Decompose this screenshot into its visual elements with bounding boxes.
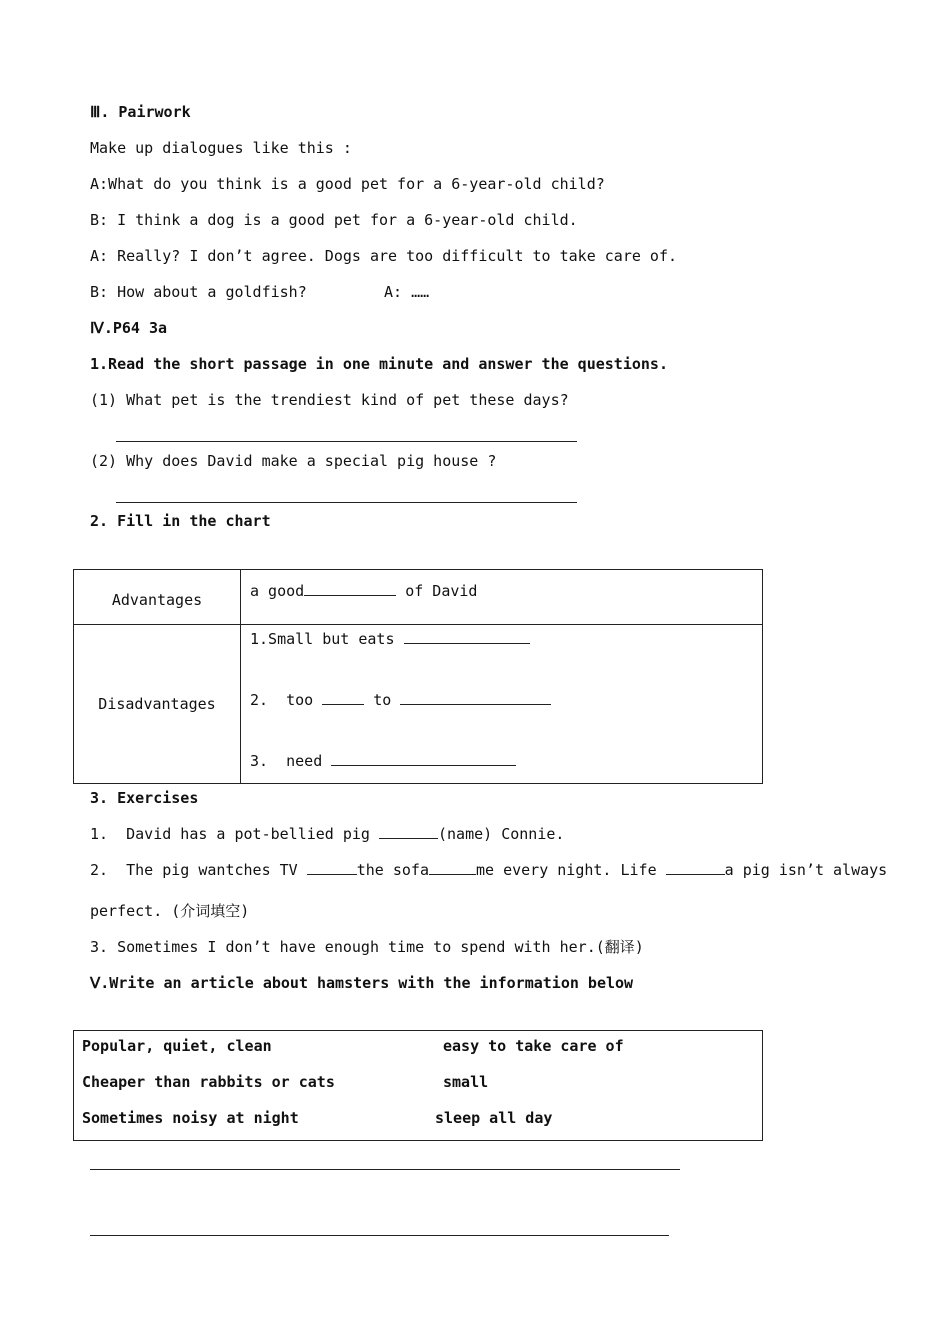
info-r1c1: Popular, quiet, clean xyxy=(82,1037,272,1055)
disadv-2-blank-b[interactable] xyxy=(400,691,551,705)
exercise-2-blank-2[interactable] xyxy=(429,861,476,875)
dialogue-line-1: A:What do you think is a good pet for a 6-year-old child? xyxy=(90,175,605,193)
section-3-intro: Make up dialogues like this : xyxy=(90,139,352,157)
exercise-2-continued: perfect. (介词填空) xyxy=(90,902,250,920)
chart-disadvantages-label-cell xyxy=(74,625,241,784)
chart-adv-prefix: a good xyxy=(250,582,305,600)
info-r3c2: sleep all day xyxy=(435,1109,553,1127)
chart-advantages-cell xyxy=(241,570,763,625)
disadv-2-blank-a[interactable] xyxy=(322,691,364,705)
chart-disadvantages-cell xyxy=(241,625,763,784)
section-3-heading: Ⅲ. Pairwork xyxy=(90,103,191,121)
answer-line-2[interactable] xyxy=(116,502,577,503)
chart-advantages-label-cell xyxy=(74,570,241,625)
dialogue-line-4-a: A: …… xyxy=(384,283,430,301)
info-r2c2: small xyxy=(443,1073,489,1091)
disadv-1-blank[interactable] xyxy=(404,630,530,644)
info-r2c1: Cheaper than rabbits or cats xyxy=(82,1073,335,1091)
exercise-2 xyxy=(90,861,887,879)
exercise-2-blank-1[interactable] xyxy=(307,861,357,875)
chart-disadvantages-label: Disadvantages xyxy=(98,695,216,713)
exercise-1-text-b: (name) Connie. xyxy=(437,825,565,843)
hamster-info-cell xyxy=(74,1031,763,1141)
chart-advantages-label: Advantages xyxy=(111,591,203,609)
exercise-2-blank-3[interactable] xyxy=(666,861,725,875)
exercise-2-text-b: the sofa xyxy=(356,861,429,879)
question-1: (1) What pet is the trendiest kind of pet these days? xyxy=(90,391,569,409)
dialogue-line-3: A: Really? I don’t agree. Dogs are too difficult to take care of. xyxy=(90,247,677,265)
disadv-2-text-a: 2. too xyxy=(250,691,323,709)
exercise-2-text-d: a pig isn’t always xyxy=(724,861,888,879)
exercise-1 xyxy=(90,825,564,843)
section-4-heading: Ⅳ.P64 3a xyxy=(90,319,168,337)
chart-adv-suffix: of David xyxy=(396,582,478,600)
dialogue-line-4-b: B: How about a goldfish? xyxy=(90,283,307,301)
adv-blank[interactable] xyxy=(304,582,396,596)
exercise-3: 3. Sometimes I don’t have enough time to spend with her.(翻译) xyxy=(90,938,644,956)
writing-line-1[interactable] xyxy=(90,1169,680,1170)
exercise-1-blank[interactable] xyxy=(379,825,438,839)
section-5-heading: Ⅴ.Write an article about hamsters with the information below xyxy=(90,974,634,992)
fill-in-chart xyxy=(73,569,763,784)
info-r1c2: easy to take care of xyxy=(443,1037,624,1055)
disadv-1-text: 1.Small but eats xyxy=(250,630,404,648)
answer-line-1[interactable] xyxy=(116,441,577,442)
exercise-1-text-a: 1. David has a pot-bellied pig xyxy=(90,825,379,843)
disadv-3-blank[interactable] xyxy=(331,752,516,766)
exercise-2-text-c: me every night. Life xyxy=(476,861,666,879)
info-r3c1: Sometimes noisy at night xyxy=(82,1109,299,1127)
disadv-row-1 xyxy=(250,630,762,691)
task-3-heading: 3. Exercises xyxy=(90,789,199,807)
hamster-info-box xyxy=(73,1030,763,1141)
dialogue-line-2: B: I think a dog is a good pet for a 6-year-old child. xyxy=(90,211,578,229)
question-2: (2) Why does David make a special pig house ? xyxy=(90,452,497,470)
exercise-2-text-a: 2. The pig wantches TV xyxy=(90,861,307,879)
task-2-instruction: 2. Fill in the chart xyxy=(90,512,271,530)
task-1-instruction: 1.Read the short passage in one minute and answer the questions. xyxy=(90,355,668,373)
disadv-3-text: 3. need xyxy=(250,752,332,770)
disadv-row-2 xyxy=(250,691,762,752)
disadv-2-text-b: to xyxy=(364,691,401,709)
disadv-row-3 xyxy=(250,752,762,770)
writing-line-2[interactable] xyxy=(90,1235,669,1236)
